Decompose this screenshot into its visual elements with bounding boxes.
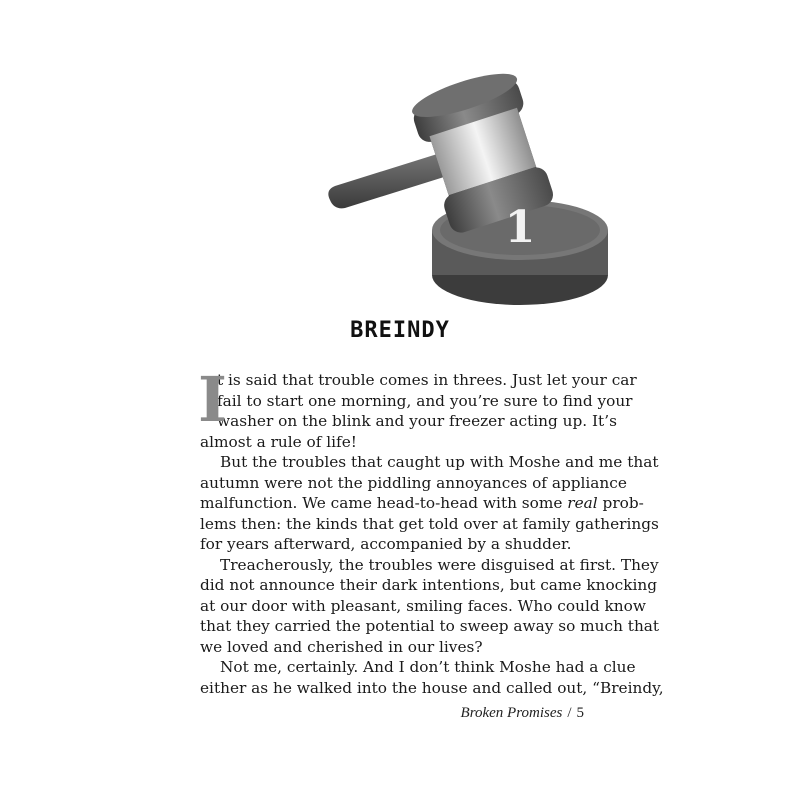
text-line: that they carried the potential to sweep away so much that xyxy=(200,617,660,635)
chapter-number: 1 xyxy=(504,202,536,253)
text-line: lems then: the kinds that get told over at family gatherings xyxy=(200,514,659,533)
page-number: 5 xyxy=(576,705,584,721)
paragraph-3 xyxy=(200,555,660,658)
text-line: almost a rule of life! xyxy=(200,432,357,451)
paragraph-2 xyxy=(200,452,659,555)
text-line: either as he walked into the house and called out, “Breindy, xyxy=(200,678,664,697)
text-line: fail to start one morning, and you’re sure to find your xyxy=(217,391,633,410)
text-line: malfunction. We came head-to-head with some real prob- xyxy=(200,494,644,512)
text-line: at our door with pleasant, smiling faces. Who could know xyxy=(200,596,646,615)
gavel-illustration xyxy=(310,60,630,320)
paragraph-4 xyxy=(200,657,664,698)
text-line: Not me, certainly. And I don’t think Moshe had a clue xyxy=(220,658,636,676)
drop-cap: I xyxy=(198,363,228,436)
body-text xyxy=(198,363,664,698)
footer-separator: / xyxy=(567,705,572,721)
paragraph-1 xyxy=(198,363,637,452)
text-line: autumn were not the piddling annoyances of appliance xyxy=(200,473,627,492)
text-line: we loved and cherished in our lives? xyxy=(200,637,483,656)
text-line: But the troubles that caught up with Moshe and me that xyxy=(220,453,659,471)
text-line: Treacherously, the troubles were disguised at first. They xyxy=(220,555,659,574)
chapter-title: BREINDY xyxy=(350,318,450,343)
text-line: t is said that trouble comes in threes. Just let your car xyxy=(217,371,637,389)
text-line: did not announce their dark intentions, but came knocking xyxy=(200,576,658,594)
running-footer xyxy=(420,705,584,722)
text-line: washer on the blink and your freezer acting up. It’s xyxy=(217,412,617,430)
book-title: Broken Promises xyxy=(460,705,563,721)
text-line: for years afterward, accompanied by a shudder. xyxy=(200,535,572,553)
